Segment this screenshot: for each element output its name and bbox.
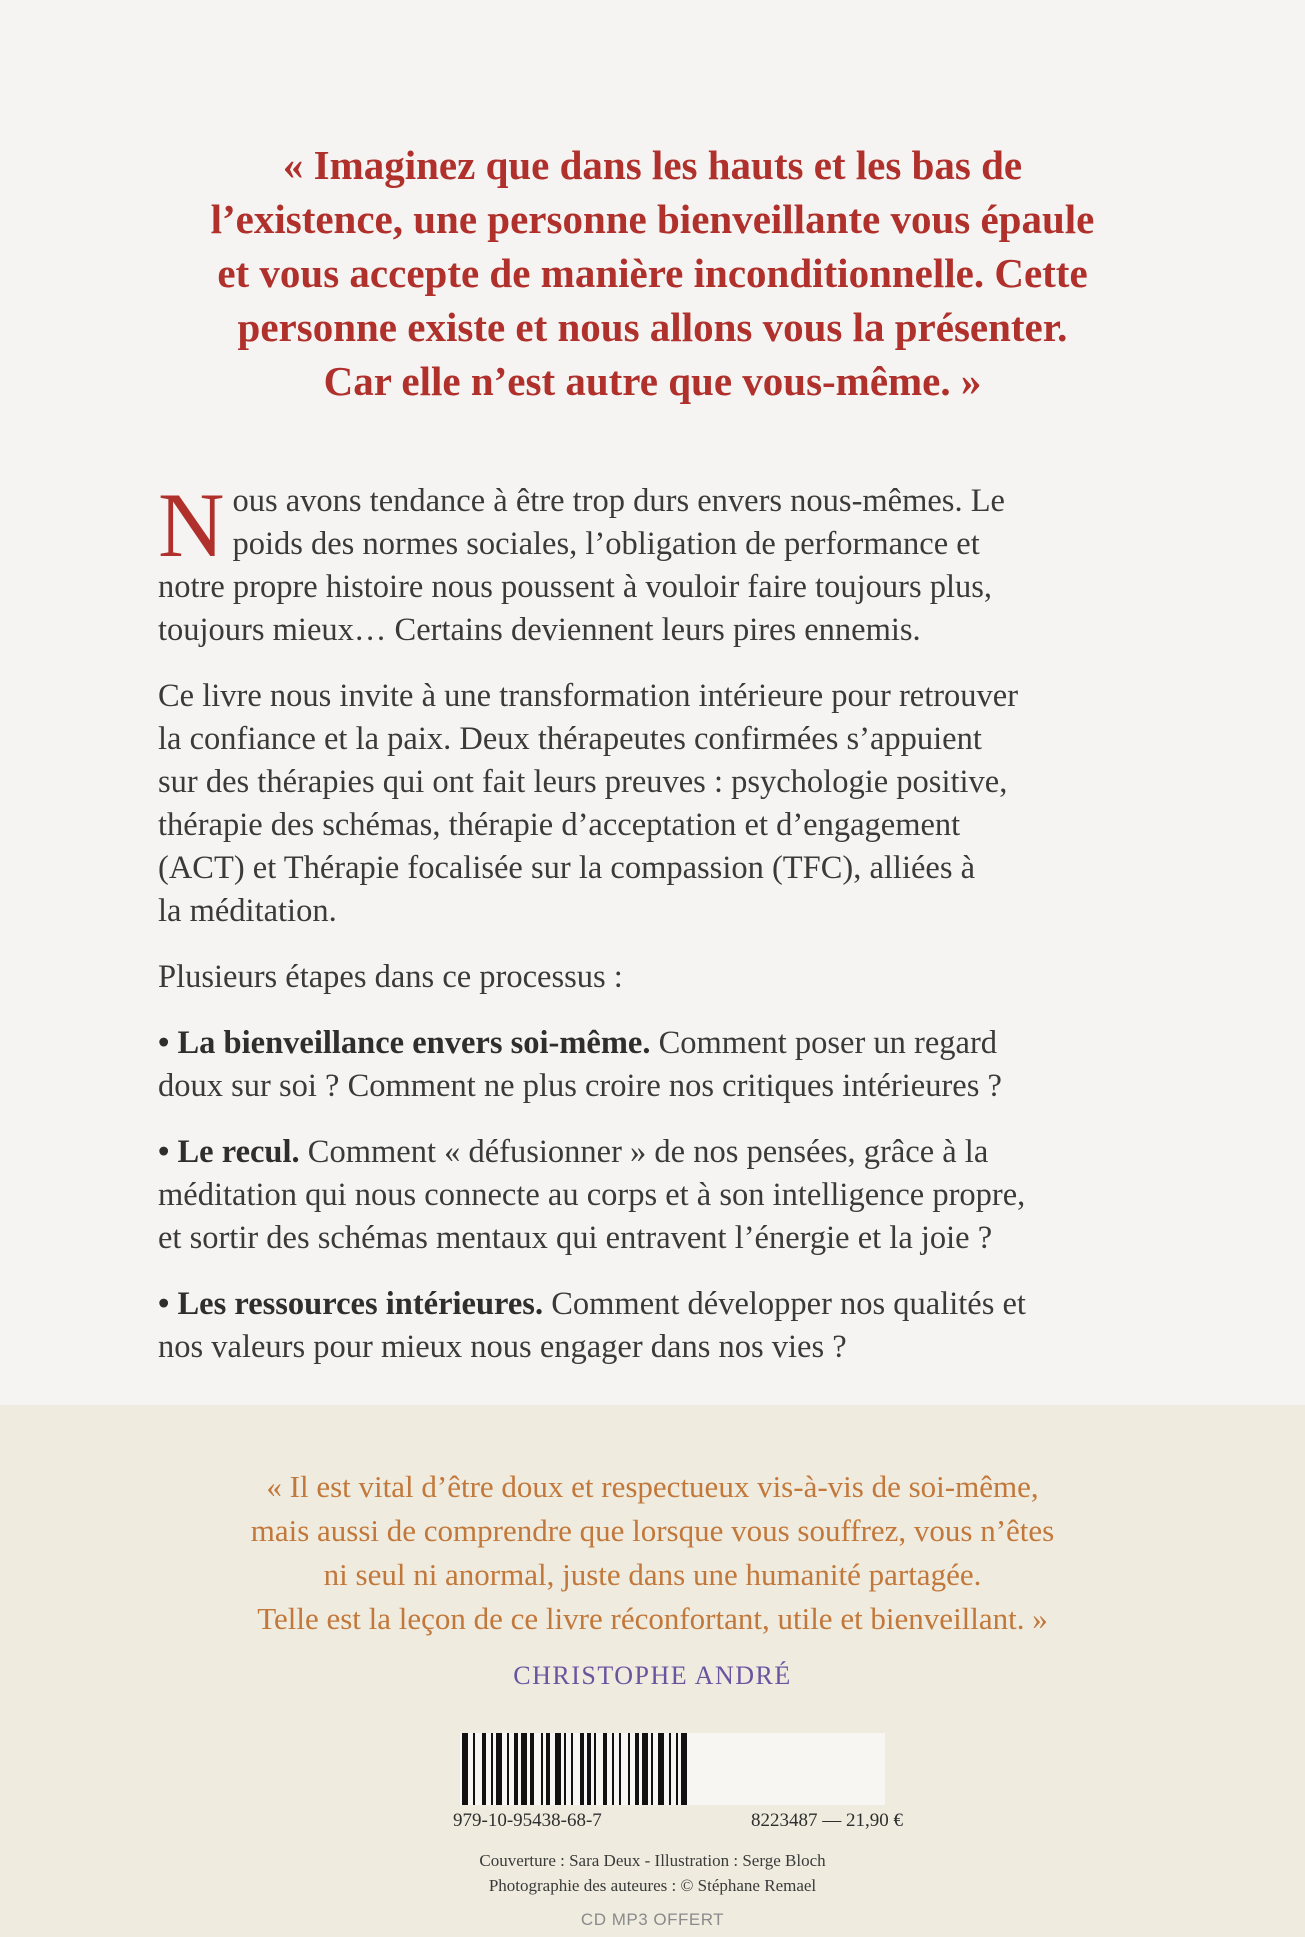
- isbn-number: 979-10-95438-68-7: [453, 1810, 602, 1831]
- barcode-bar: [619, 1733, 621, 1805]
- barcode-bar: [530, 1733, 534, 1805]
- barcode-bar: [628, 1733, 630, 1805]
- barcode-bar: [491, 1733, 493, 1805]
- step-text: méditation qui nous connecte au corps et à son intelligence propre,: [158, 1177, 1026, 1213]
- steps-intro: Plusieurs étapes dans ce processus :: [158, 959, 623, 995]
- credits: [0, 1848, 1305, 1898]
- credits-line: Couverture : Sara Deux - Illustration : Serge Bloch: [479, 1851, 826, 1870]
- cd-offer-label: CD MP3 OFFERT: [580, 1910, 725, 1929]
- testimonial-line: ni seul ni anormal, juste dans une humanité partagée.: [323, 1557, 982, 1592]
- barcode-bar: [681, 1733, 687, 1805]
- testimonial-quote: [150, 1465, 1155, 1641]
- testimonial-line: Telle est la leçon de ce livre réconfortant, utile et bienveillant. »: [257, 1601, 1048, 1636]
- description-line: (ACT) et Thérapie focalisée sur la compassion (TFC), alliées à: [158, 850, 976, 886]
- barcode-bar: [594, 1733, 596, 1805]
- description-line: la méditation.: [158, 893, 337, 929]
- barcode-bar: [603, 1733, 607, 1805]
- barcode-bar: [521, 1733, 527, 1805]
- barcode-bar: [642, 1733, 648, 1805]
- step-bullet: [158, 1131, 1148, 1260]
- barcode-numbers: [453, 1810, 903, 1832]
- drop-cap: N: [158, 474, 225, 576]
- description-line: thérapie des schémas, thérapie d’acceptation et d’engagement: [158, 807, 961, 843]
- step-text: Comment développer nos qualités et: [543, 1286, 1026, 1322]
- intro-line: toujours mieux… Certains deviennent leurs pires ennemis.: [158, 612, 921, 648]
- barcode-bar: [473, 1733, 475, 1805]
- intro-line: poids des normes sociales, l’obligation de performance et: [232, 526, 980, 562]
- barcode-bar: [669, 1733, 671, 1805]
- headline-line: et vous accepte de manière inconditionnelle. Cette: [217, 250, 1088, 296]
- headline-line: personne existe et nous allons vous la présenter.: [237, 304, 1068, 350]
- barcode-image: [460, 1733, 885, 1805]
- barcode-bar: [651, 1733, 653, 1805]
- step-text: nos valeurs pour mieux nous engager dans nos vies ?: [158, 1329, 847, 1365]
- step-title: • Le recul.: [158, 1134, 300, 1170]
- barcode-bar: [635, 1733, 639, 1805]
- body-text: [158, 474, 1148, 1392]
- step-text: et sortir des schémas mentaux qui entravent l’énergie et la joie ?: [158, 1220, 993, 1256]
- barcode-bar: [462, 1733, 468, 1805]
- testimonial-line: mais aussi de comprendre que lorsque vous souffrez, vous n’êtes: [250, 1513, 1055, 1548]
- step-text: Comment poser un regard: [650, 1025, 998, 1061]
- barcode-bar: [507, 1733, 509, 1805]
- barcode-bar: [496, 1733, 502, 1805]
- headline-line: Car elle n’est autre que vous-même. »: [323, 358, 982, 404]
- barcode-bar: [676, 1733, 678, 1805]
- step-title: • Les ressources intérieures.: [158, 1286, 544, 1322]
- barcode-bar: [587, 1733, 591, 1805]
- intro-line: ous avons tendance à être trop durs envers nous-mêmes. Le: [232, 483, 1005, 519]
- barcode-bar: [571, 1733, 573, 1805]
- barcode-bar: [580, 1733, 584, 1805]
- description-line: sur des thérapies qui ont fait leurs preuves : psychologie positive,: [158, 764, 1008, 800]
- intro-line: notre propre histoire nous poussent à vouloir faire toujours plus,: [158, 569, 993, 605]
- step-title: • La bienveillance envers soi-même.: [158, 1025, 651, 1061]
- barcode-bar: [658, 1733, 664, 1805]
- barcode-bar: [514, 1733, 518, 1805]
- barcode-bar: [564, 1733, 566, 1805]
- headline-quote: [120, 138, 1185, 408]
- barcode-bar: [612, 1733, 614, 1805]
- barcode-bar: [546, 1733, 550, 1805]
- step-text: Comment « défusionner » de nos pensées, grâce à la: [299, 1134, 989, 1170]
- price-code: 8223487 — 21,90 €: [751, 1810, 903, 1831]
- description-paragraph: [158, 675, 1148, 933]
- testimonial-line: « Il est vital d’être doux et respectueux vis-à-vis de soi-même,: [266, 1469, 1039, 1504]
- headline-line: l’existence, une personne bienveillante vous épaule: [210, 196, 1095, 242]
- barcode-bar: [555, 1733, 561, 1805]
- step-bullet: [158, 1283, 1148, 1369]
- headline-line: « Imaginez que dans les hauts et les bas de: [282, 142, 1023, 188]
- barcode-bar: [482, 1733, 486, 1805]
- description-line: la confiance et la paix. Deux thérapeutes confirmées s’appuient: [158, 721, 982, 757]
- testimonial-author: CHRISTOPHE ANDRÉ: [513, 1661, 792, 1690]
- step-text: doux sur soi ? Comment ne plus croire nos critiques intérieures ?: [158, 1068, 1002, 1104]
- barcode-bar: [541, 1733, 543, 1805]
- description-line: Ce livre nous invite à une transformation intérieure pour retrouver: [158, 678, 1019, 714]
- credits-line: Photographie des auteures : © Stéphane Remael: [488, 1876, 817, 1895]
- intro-paragraph: [158, 474, 1148, 652]
- step-bullet: [158, 1022, 1148, 1108]
